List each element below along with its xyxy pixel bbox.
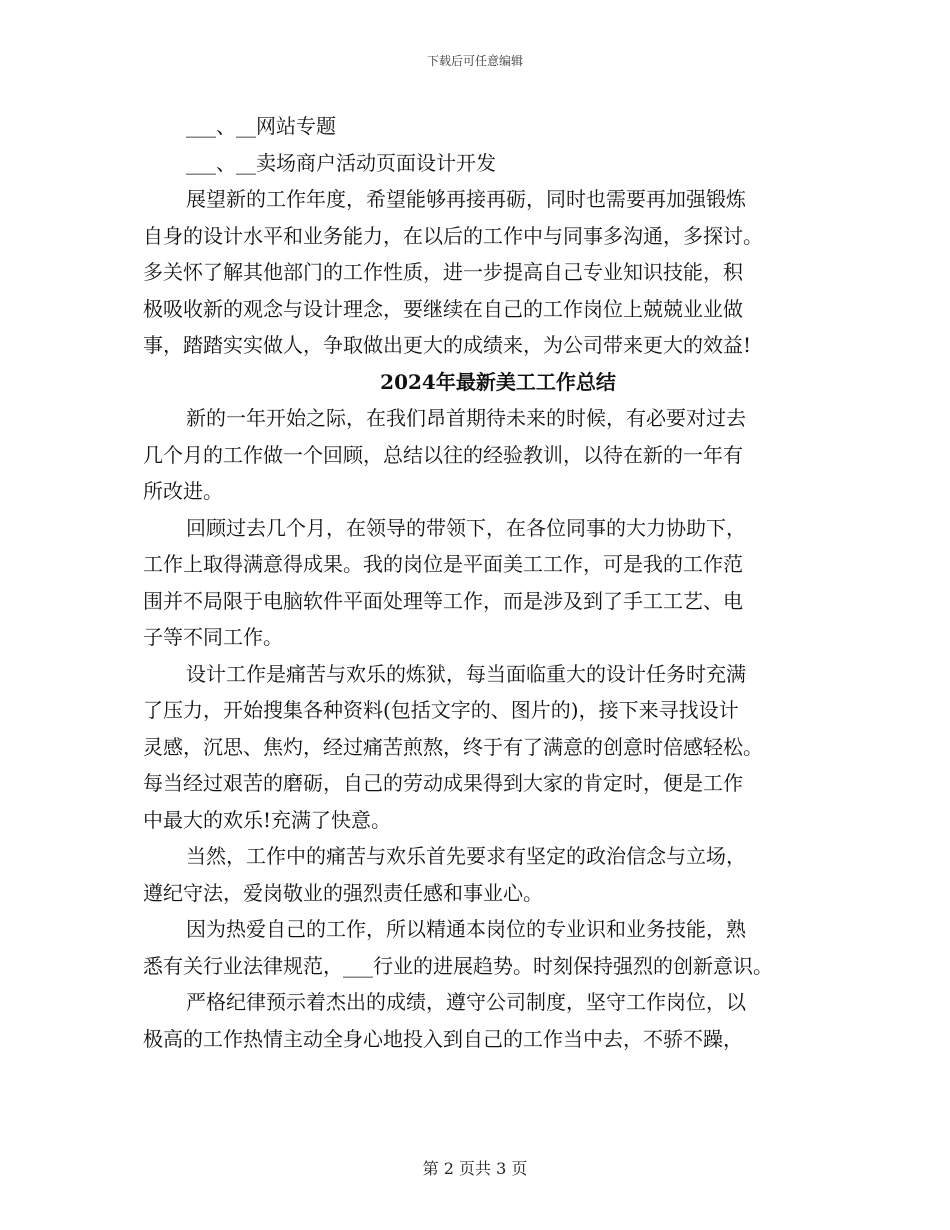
paragraph-line: 围并不局限于电脑软件平面处理等工作，而是涉及到了手工工艺、电 xyxy=(143,588,743,613)
document-title: 2024年最新美工工作总结 xyxy=(380,369,616,394)
paragraph-line: 子等不同工作。 xyxy=(143,625,283,649)
list-line: ___、__卖场商户活动页面设计开发 xyxy=(186,150,496,175)
paragraph-line: 新的一年开始之际，在我们昂首期待未来的时候，有必要对过去 xyxy=(186,406,746,430)
page-number: 第 2 页共 3 页 xyxy=(422,1159,528,1178)
paragraph-line: 极吸收新的观念与设计理念，要继续在自己的工作岗位上兢兢业业做 xyxy=(143,296,743,321)
document-body xyxy=(143,108,823,1057)
paragraph-line: 事，踏踏实实做人，争取做出更大的成绩来，为公司带来更大的效益! xyxy=(143,333,752,357)
paragraph-line: 自身的设计水平和业务能力，在以后的工作中与同事多沟通，多探讨。 xyxy=(143,223,763,248)
paragraph-line: 因为热爱自己的工作，所以精通本岗位的专业识和业务技能，熟 xyxy=(186,917,746,941)
paragraph-line: 几个月的工作做一个回顾，总结以往的经验教训，以待在新的一年有 xyxy=(143,442,743,467)
paragraph-line: 严格纪律预示着杰出的成绩，遵守公司制度，坚守工作岗位，以 xyxy=(186,990,746,1014)
paragraph-line: 遵纪守法，爱岗敬业的强烈责任感和事业心。 xyxy=(143,880,543,905)
paragraph-line: 悉有关行业法律规范，___行业的进展趋势。时刻保持强烈的创新意识。 xyxy=(143,953,773,978)
paragraph-line: 所改进。 xyxy=(143,479,223,503)
paragraph-line: 每当经过艰苦的磨砺，自己的劳动成果得到大家的肯定时，便是工作 xyxy=(143,771,743,795)
paragraph-line: 灵感，沉思、焦灼，经过痛苦煎熬，终于有了满意的创意时倍感轻松。 xyxy=(143,734,763,759)
paragraph-line: 工作上取得满意得成果。我的岗位是平面美工工作，可是我的工作范 xyxy=(143,552,743,576)
paragraph-line: 设计工作是痛苦与欢乐的炼狱，每当面临重大的设计任务时充满 xyxy=(186,661,746,686)
paragraph-line: 中最大的欢乐!充满了快意。 xyxy=(143,807,392,832)
paragraph-line: 回顾过去几个月，在领导的带领下，在各位同事的大力协助下， xyxy=(186,515,746,540)
paragraph-line: 极高的工作热情主动全身心地投入到自己的工作当中去，不骄不躁， xyxy=(143,1026,743,1051)
paragraph-line: 多关怀了解其他部门的工作性质，进一步提高自己专业知识技能，积 xyxy=(143,260,743,284)
paragraph-line: 当然，工作中的痛苦与欢乐首先要求有坚定的政治信念与立场， xyxy=(186,844,746,868)
list-line: ___、__网站专题 xyxy=(186,114,336,138)
paragraph-line: 展望新的工作年度，希望能够再接再砺，同时也需要再加强锻炼 xyxy=(186,187,746,211)
header-note: 下载后可任意编辑 xyxy=(426,54,523,68)
paragraph-line: 了压力，开始搜集各种资料(包括文字的、图片的)，接下来寻找设计 xyxy=(143,698,739,722)
